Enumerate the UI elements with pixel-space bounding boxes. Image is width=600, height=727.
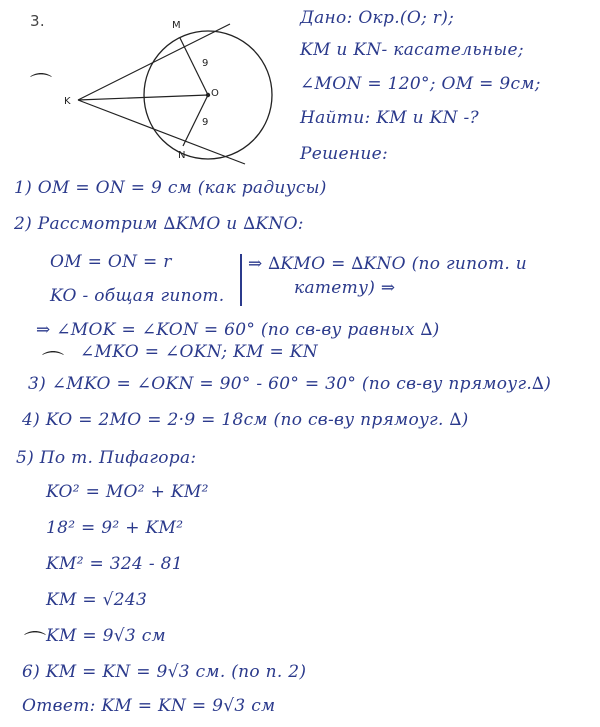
step-2-common-hypotenuse: KO - общая гипот. — [50, 286, 225, 306]
step-2-congruence-cont: катету) ⇒ — [294, 278, 396, 298]
pythagoras-substitution: 18² = 9² + KM² — [46, 518, 184, 538]
on-length-label: 9 — [202, 117, 209, 128]
tangent-circle-figure — [40, 18, 320, 188]
given-line-3: ∠MON = 120°; OM = 9см; — [300, 74, 541, 94]
point-o-label: O — [211, 88, 219, 99]
find-line: Найти: KM и KN -? — [300, 108, 479, 128]
tangent-kn — [78, 100, 245, 164]
step-6: 6) KM = KN = 9√3 см. (по п. 2) — [22, 662, 307, 682]
problem-number: 3. — [30, 12, 45, 30]
pythagoras-result: KM = 9√3 см — [46, 626, 166, 646]
point-m-label: M — [172, 20, 181, 31]
pythagoras-difference: KM² = 324 - 81 — [46, 554, 183, 574]
step-2-equal-radii: OM = ON = r — [50, 252, 172, 272]
step-5: 5) По т. Пифагора: — [16, 448, 197, 468]
given-line-1: Дано: Окр.(О; r); — [300, 8, 455, 28]
point-k-label: K — [64, 96, 71, 107]
step-2-side-equality: ∠MKO = ∠OKN; KM = KN — [80, 342, 318, 362]
step-1: 1) OM = ON = 9 см (как радиусы) — [14, 178, 327, 198]
answer-line: Ответ: KM = KN = 9√3 см — [22, 696, 276, 716]
step-4: 4) KO = 2MO = 2·9 = 18см (по св-ву прямоуг. ∆) — [22, 410, 469, 430]
margin-tick-mark: ⌒ — [24, 631, 47, 656]
segment-ko — [78, 95, 208, 100]
margin-tick-mark: ⌒ — [30, 73, 53, 98]
step-2-brace — [240, 254, 242, 306]
om-length-label: 9 — [202, 58, 209, 69]
step-2-angle-equality: ⇒ ∠MOK = ∠KON = 60° (по св-ву равных ∆) — [36, 320, 440, 340]
pythagoras-equation: KO² = MO² + KM² — [46, 482, 209, 502]
step-2-congruence: ⇒ ∆KMO = ∆KNO (по гипот. и — [248, 254, 528, 274]
solution-heading: Решение: — [300, 144, 388, 164]
margin-tick-mark: ⌒ — [42, 351, 65, 376]
given-line-2: KM и KN- касательные; — [300, 40, 524, 60]
step-2: 2) Рассмотрим ∆KMO и ∆KNO: — [14, 214, 304, 234]
center-point — [206, 93, 210, 97]
point-n-label: N — [178, 150, 186, 161]
pythagoras-root: KM = √243 — [46, 590, 148, 610]
step-3: 3) ∠MKO = ∠OKN = 90° - 60° = 30° (по св-ву прямоуг.∆) — [28, 374, 552, 394]
